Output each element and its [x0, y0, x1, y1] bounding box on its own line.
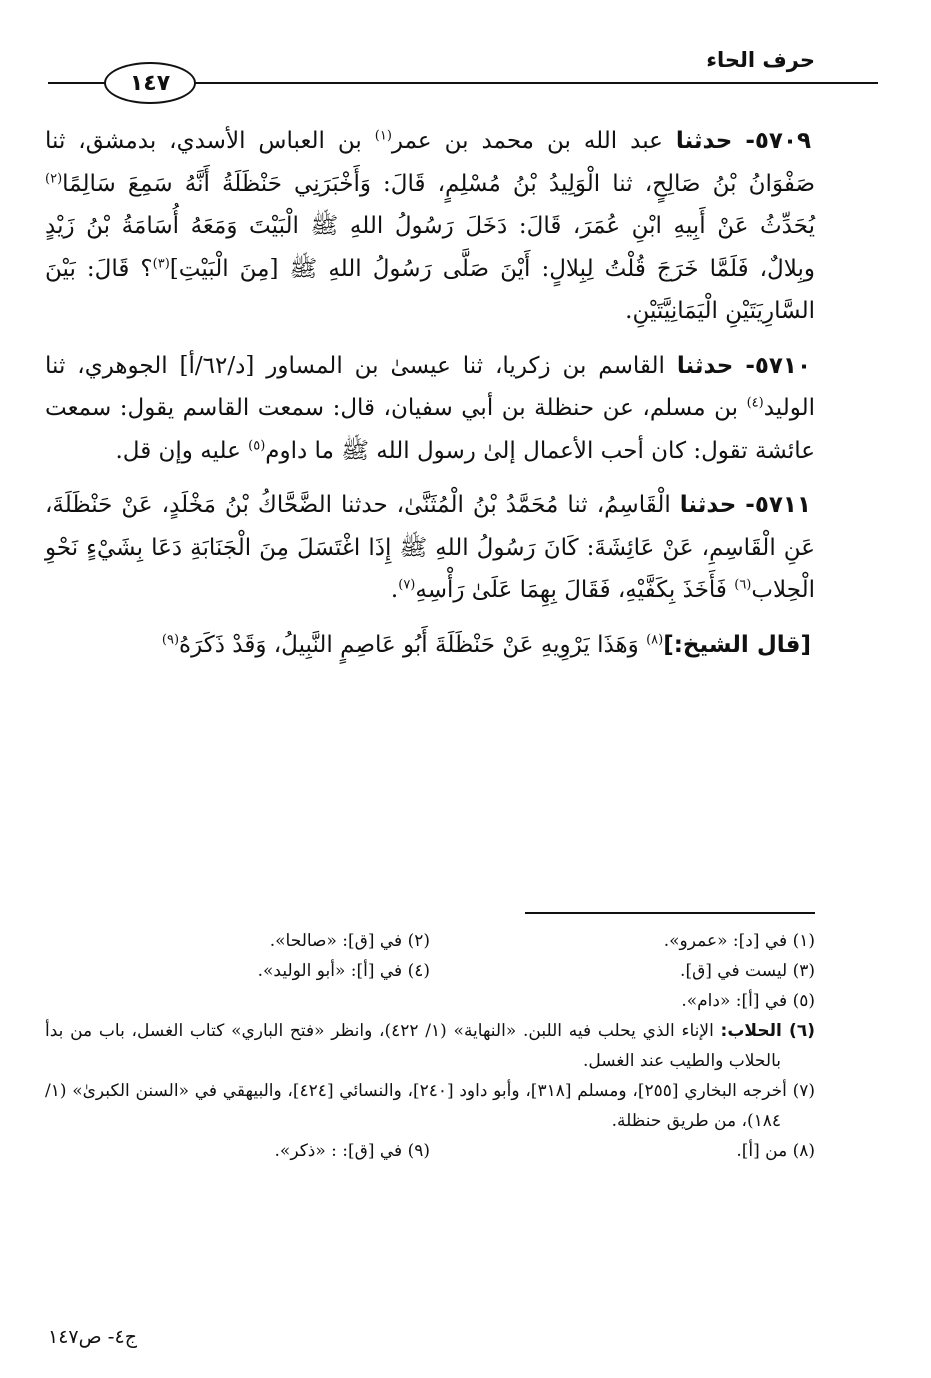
hadith-text: فَأَخَذَ بِكَفَّيْهِ، فَقَالَ بِهِمَا عَلَىٰ رَأْسِهِ	[415, 577, 727, 603]
hadith-number: ٥٧١٠-	[745, 352, 812, 379]
footnote-ref: (٧)	[398, 577, 416, 593]
footnote-ref: (١)	[374, 128, 392, 144]
narration-keyword: حدثنا	[675, 128, 733, 154]
hadith-text: القاسم بن زكريا، ثنا عيسىٰ بن المساور [د/٦٢/أ] الجوهري، ثنا الوليد	[45, 352, 816, 421]
narration-keyword: حدثنا	[679, 492, 737, 518]
footnote-6	[45, 1016, 815, 1076]
hadith-text: بن مسلم، عن حنظلة بن أبي سفيان، قال: سمعت القاسم يقول: سمعت عائشة تقول: كان أحب الأعمال إلىٰ رسول الله ﷺ ما داوم	[45, 395, 815, 464]
footnote-6-label: (٦) الحلاب:	[720, 1021, 815, 1041]
hadith-text: .	[390, 577, 399, 603]
footnote-1: (١) في [د]: «عمرو».	[663, 931, 815, 951]
footnote-ref: (٥)	[248, 437, 266, 453]
hadith-text: يُحَدِّثُ عَنْ أَبِيهِ ابْنِ عُمَرَ، قَالَ: دَخَلَ رَسُولُ اللهِ ﷺ الْبَيْتَ وَمَعَهُ أُسَامَةُ بْنُ زَيْدٍ وبِلالٌ، فَلَمَّا خَرَجَ قُلْتُ لِبِلالٍ: أَيْنَ صَلَّى رَسُولُ اللهِ ﷺ [مِنَ الْبَيْتِ]	[45, 213, 815, 282]
hadith-5711	[45, 484, 815, 612]
hadith-text: ؟ قَالَ: بَيْنَ السَّارِيَتَيْنِ الْيَمَانِيَّتَيْنِ.	[45, 255, 815, 324]
hadith-text: بن العباس الأسدي، بدمشق، ثنا صَفْوَانُ بْنُ صَالِحٍ، ثنا الْوَلِيدُ بْنُ مُسْلِمٍ، قَالَ: وَأَخْبَرَنِي حَنْظَلَةُ أَنَّهُ سَمِعَ سَالِمًا	[45, 128, 815, 197]
footnote-row	[45, 956, 815, 986]
footnote-ref: (٣)	[152, 255, 170, 271]
hadith-number: ٥٧١١-	[745, 492, 811, 518]
hadith-text: عبد الله بن محمد بن عمر	[391, 128, 663, 154]
footnote-2: (٢) في [ق]: «صالحا».	[269, 931, 430, 951]
footnote-ref: (٩)	[161, 631, 180, 647]
volume-page-ref: ج٤- ص١٤٧	[48, 1326, 137, 1348]
narration-keyword: حدثنا	[676, 352, 734, 379]
footnote-5: (٥) في [أ]: «دام».	[681, 991, 815, 1011]
footnote-6-text: الإناء الذي يحلب فيه اللبن. «النهاية» (١/ ٤٢٢)، وانظر «فتح الباري» كتاب الغسل، باب من بدأ بالحلاب والطيب عند الغسل.	[45, 1021, 781, 1071]
footnote-ref: (٨)	[646, 631, 664, 647]
running-head: حرف الحاء	[706, 48, 815, 72]
footnote-4: (٤) في [أ]: «أبو الوليد».	[257, 961, 430, 981]
footnote-3: (٣) ليست في [ق].	[680, 961, 815, 981]
hadith-text: وَهَذَا يَرْوِيهِ عَنْ حَنْظَلَةَ أَبُو عَاصِمٍ النَّبِيلُ، وَقَدْ ذَكَرَهُ	[179, 631, 639, 658]
sheikh-comment	[45, 624, 815, 667]
footnote-ref: (٤)	[746, 395, 764, 411]
footnote-row	[45, 986, 815, 1016]
page-number-badge	[104, 62, 196, 104]
footnotes	[45, 926, 815, 1166]
footnote-row	[45, 926, 815, 956]
hadith-text: الْقَاسِمُ، ثنا مُحَمَّدُ بْنُ الْمُثَنَّىٰ، حدثنا الضَّحَّاكُ بْنُ مَخْلَدٍ، عَنْ حَنْظَلَةَ، عَنِ الْقَاسِمِ، عَنْ عَائِشَةَ: كَانَ رَسُولُ اللهِ ﷺ إِذَا اغْتَسَلَ مِنَ الْجَنَابَةِ دَعَا بِشَيْءٍ نَحْوِ الْحِلاب	[45, 492, 815, 603]
footnote-row	[45, 1136, 815, 1166]
footnote-8: (٨) من [أ].	[736, 1141, 815, 1161]
footnote-ref: (٦)	[734, 577, 752, 593]
footnote-7: (٧) أخرجه البخاري [٢٥٥]، ومسلم [٣١٨]، وأبو داود [٢٤٠]، والنسائي [٤٢٤]، والبيهقي في «السنن الكبرىٰ» (١/ ١٨٤)، من طريق حنظلة.	[45, 1081, 815, 1131]
footnote-ref: (٢)	[45, 170, 63, 186]
hadith-number: ٥٧٠٩-	[745, 128, 812, 154]
hadith-5710	[45, 345, 815, 473]
main-text	[45, 120, 815, 666]
hadith-text: عليه وإن قل.	[115, 437, 241, 464]
footnote-rule	[525, 912, 815, 914]
page-number: ١٤٧	[129, 70, 171, 96]
footnote-9: (٩) في [ق]: : «ذكر».	[274, 1141, 430, 1161]
hadith-5709	[45, 120, 815, 333]
sheikh-keyword: [قال الشيخ:]	[663, 631, 811, 658]
